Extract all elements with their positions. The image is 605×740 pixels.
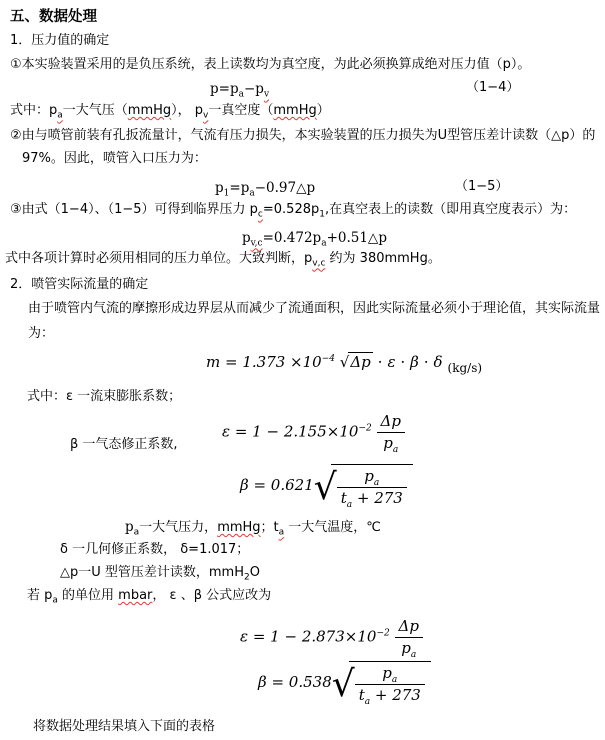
legend1-sub-v: v (203, 110, 209, 121)
eq-beta1-num-sub: a (373, 478, 380, 488)
section-heading: 五、数据处理 (10, 9, 97, 25)
legend3-sub-a1: a (133, 527, 140, 538)
eq-beta2-den-tail: + 273 (370, 685, 421, 704)
cond-t1: 若 p (27, 588, 53, 603)
eq-beta2-num-sub: a (391, 675, 398, 685)
cond-sub-a: a (52, 595, 58, 606)
eq-1-4-sub-v: v (263, 89, 270, 100)
eq-beta1-den-base: t (340, 488, 347, 507)
legend1-mmhg-1: mmHg (127, 103, 172, 118)
para-actual-flow-1: 由于喷管内气流的摩擦形成边界层从而减少了流通面积，因此实际流量必须小于理论值，其实际流量 (28, 301, 601, 316)
legend1-t3: ）， p (171, 103, 204, 118)
eq-eps1-pre: = 1 − 2.155×10 (234, 422, 359, 441)
eq-beta1-pre: = 0.621 (253, 475, 314, 494)
equation-epsilon-mbar (240, 617, 423, 658)
eq-pvc-sub-a: a (321, 238, 327, 249)
para-critical-pressure (10, 202, 576, 218)
eq-1-5-f1: p (215, 180, 224, 196)
note1-t1: 式中各项计算时必须用相同的压力单位。大致判断，p (5, 251, 313, 266)
footer-note: 将数据处理结果填入下面的表格 (33, 719, 216, 734)
eq-eps2-den-base: p (401, 638, 411, 657)
legend1-t2: 一大气压（ (62, 103, 128, 118)
eq-eps2-den (395, 637, 423, 658)
legend3-t3: ；t (260, 520, 279, 535)
eq-beta2-den (355, 684, 425, 705)
eq-beta1-radicand (331, 464, 413, 508)
legend-delta: δ 一几何修正系数， δ=1.017； (60, 542, 250, 557)
equation-beta-mmhg (240, 464, 413, 508)
eq-m-unit: (kg/s) (447, 361, 483, 375)
eq-beta2-num-base: p (382, 664, 392, 682)
eq-beta1-den-sub: a (346, 499, 353, 510)
equation-1-5 (215, 180, 315, 197)
legend3-mmhg: mmHg (217, 520, 261, 535)
eq-1-5-f3: −0.97△p (254, 180, 316, 196)
note1-sub-vc: v,c (312, 258, 326, 269)
legend3-p: p (125, 519, 134, 535)
eq-beta1-num (337, 467, 407, 487)
fraction (355, 664, 425, 705)
eq-1-5-sub-a: a (249, 188, 255, 199)
legend5-t2: O (249, 565, 260, 580)
sqrt-icon (314, 470, 337, 506)
eq-beta2-num (355, 664, 425, 684)
para-negative-pressure: ①本实验装置采用的是负压系统，表上读数均为真空度，为此必须换算成绝对压力值（p）。 (10, 57, 531, 72)
eq-m-radicand: Δp (350, 353, 371, 371)
para-mbar-condition (27, 588, 271, 604)
legend-epsilon: 式中：ε 一流束膨胀系数； (27, 389, 182, 404)
equation-critical-vacuum (242, 230, 387, 247)
eq-1-4-mid: −p (243, 81, 264, 97)
item3-t1: ③由式（1−4）、（1−5）可得到临界压力 p (10, 202, 258, 217)
eq-beta2-den-sub: a (364, 696, 371, 707)
cond-t3: ， ε 、β 公式应改为 (152, 588, 272, 603)
legend1-t4: 一真空度（ (208, 103, 274, 118)
eq-eps1-den-sub: a (392, 444, 399, 455)
eq-1-4-lhs: p=p (210, 81, 239, 97)
legend1-t5: ） (316, 103, 330, 118)
equation-epsilon-mmhg (222, 412, 405, 453)
note-pressure-units (5, 251, 441, 267)
legend5-sub-2: 2 (244, 572, 250, 583)
item3-t2: =0.528p (262, 202, 320, 217)
equation-1-5-tag: （1−5） (455, 179, 509, 194)
eq-eps1-num: Δp (380, 412, 401, 430)
para-actual-flow-2: 为： (28, 326, 55, 341)
legend1-t1: 式中：p (10, 103, 58, 118)
eq-beta1-den (337, 487, 407, 508)
eq-beta1-var: β (240, 475, 249, 494)
eq-eps1-den (377, 432, 405, 453)
legend5-t1: △p一U 型管压差计读数，mmH (60, 565, 244, 580)
eq-beta2-radicand (349, 661, 431, 705)
eq-pvc-f3: +0.51△p (326, 230, 387, 246)
eq-eps2-sup: −2 (376, 628, 390, 639)
cond-mbar: mbar (118, 588, 153, 603)
eq-m-sup: −4 (321, 354, 335, 364)
cond-t2: 的单位用 (57, 588, 119, 603)
eq-m-pre: = 1.373 ×10 (225, 353, 322, 371)
equation-mass-flow (206, 352, 482, 376)
eq-beta2-pre: = 0.538 (271, 672, 332, 691)
note1-t2: 约为 380mmHg。 (325, 251, 441, 266)
sqrt-group (332, 661, 431, 705)
fraction (377, 412, 405, 453)
item3-sub-1: 1 (319, 209, 325, 220)
item3-t3: ,在真空表上的读数（即用真空度表示）为： (324, 202, 577, 217)
eq-1-5-f2: =p (229, 180, 250, 196)
eq-eps2-den-sub: a (410, 649, 417, 660)
eq-eps1-den-base: p (383, 433, 393, 452)
eq-eps2-pre: = 1 − 2.873×10 (252, 627, 377, 646)
equation-1-4 (210, 81, 269, 98)
eq-eps2-var: ε (240, 627, 249, 646)
legend3-sub-a2: a (278, 527, 285, 538)
eq-beta2-den-base: t (358, 685, 365, 704)
equation-beta-mbar (258, 661, 431, 705)
eq-1-4-sub-a: a (238, 89, 244, 100)
eq-pvc-sub-vc: v,c (250, 238, 263, 249)
legend-dp (60, 565, 260, 581)
subsection-2-title: 2．喷管实际流量的确定 (10, 277, 149, 292)
eq-beta2-var: β (258, 672, 267, 691)
label-beta: β 一气态修正系数, (70, 437, 178, 452)
fraction (395, 617, 423, 658)
legend-pa-ta (125, 519, 381, 536)
eq-beta1-num-base: p (364, 467, 374, 485)
eq-eps1-sup: −2 (358, 423, 372, 434)
subsection-1-title: 1．压力值的确定 (10, 33, 110, 48)
eq-1-5-sub-1: 1 (223, 188, 230, 199)
fraction (337, 467, 407, 508)
sqrt-icon (332, 667, 355, 703)
legend1-mmhg-2: mmHg (273, 103, 317, 118)
eq-beta1-den-tail: + 273 (352, 488, 403, 507)
legend3-t4: 一大气温度，℃ (284, 520, 381, 535)
sqrt-group (340, 352, 373, 372)
eq-m-tail: ⋅ ε ⋅ β ⋅ δ (372, 353, 443, 371)
eq-pvc-f1: p (242, 230, 251, 246)
eq-eps1-var: ε (222, 422, 231, 441)
item3-sub-c: c (257, 209, 263, 220)
legend-pressure-symbols (10, 103, 330, 119)
para-orifice-2: 97%。因此，喷管入口压力为： (22, 151, 207, 166)
sqrt-group (314, 464, 413, 508)
eq-m-var: m (206, 353, 221, 371)
eq-eps2-num: Δp (398, 617, 419, 635)
para-orifice-1: ②由与喷管前装有孔扳流量计，气流有压力损失，本实验装置的压力损失为U型管压差计读数（△p）的 (10, 128, 596, 143)
equation-1-4-tag: （1−4） (466, 80, 520, 95)
eq-pvc-f2: =0.472p (262, 230, 322, 246)
legend1-sub-a: a (57, 110, 63, 121)
legend3-t2: 一大气压力， (139, 520, 218, 535)
